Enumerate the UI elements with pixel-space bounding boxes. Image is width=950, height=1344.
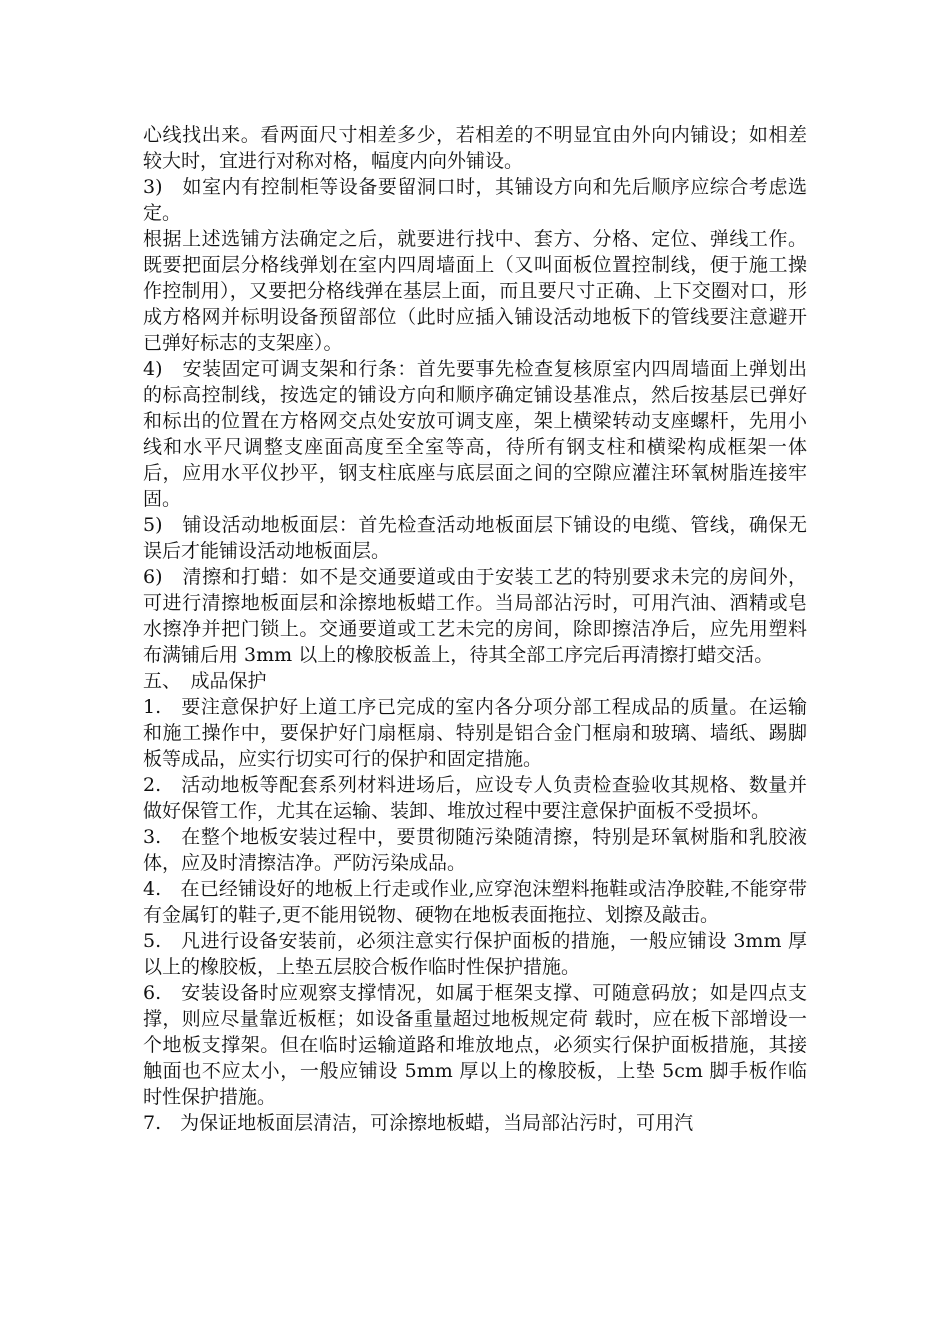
document-body (143, 122, 807, 1136)
paragraph-step-6: 6) 清擦和打蜡：如不是交通要道或由于安装工艺的特别要求未完的房间外，可进行清擦地板面层和涂擦地板蜡工作。当局部沾污时，可用汽油、酒精或皂水擦净并把门锁上。交通要道或工艺未完的房间，除即擦洁净后，应先用塑料布满铺后用 3mm 以上的橡胶板盖上，待其全部工序完后再清擦打蜡交活。 (143, 566, 807, 666)
paragraph-protection-2: 2. 活动地板等配套系列材料进场后，应设专人负责检查验收其规格、数量并做好保管工作，尤其在运输、装卸、堆放过程中要注意保护面板不受损坏。 (143, 774, 807, 822)
paragraph-step-3: 3) 如室内有控制柜等设备要留洞口时，其铺设方向和先后顺序应综合考虑选定。 (143, 176, 807, 224)
paragraph-continuation: 心线找出来。看两面尺寸相差多少，若相差的不明显宜由外向内铺设；如相差较大时，宜进行对称对格，幅度内向外铺设。 (143, 124, 807, 172)
section-heading-product-protection: 五、 成品保护 (143, 670, 267, 692)
paragraph-step-5: 5) 铺设活动地板面层：首先检查活动地板面层下铺设的电缆、管线，确保无误后才能铺设活动地板面层。 (143, 514, 807, 562)
paragraph-protection-6: 6. 安装设备时应观察支撑情况，如属于框架支撑、可随意码放；如是四点支撑，则应尽量靠近板框；如设备重量超过地板规定荷 载时，应在板下部增设一个地板支撑架。但在临时运输道路和堆放地点，必须实行保护面板措施，其接触面也不应太小，一般应铺设 5mm 厚以上的橡胶板，上垫 5cm 脚手板作临时性保护措施。 (143, 982, 807, 1108)
paragraph-protection-7: 7. 为保证地板面层清洁，可涂擦地板蜡，当局部沾污时，可用汽 (143, 1112, 694, 1134)
paragraph-protection-1: 1. 要注意保护好上道工序已完成的室内各分项分部工程成品的质量。在运输和施工操作中，要保护好门扇框扇、特别是铝合金门框扇和玻璃、墙纸、踢脚板等成品，应实行切实可行的保护和固定措施。 (143, 696, 807, 770)
paragraph-protection-4: 4. 在已经铺设好的地板上行走或作业,应穿泡沫塑料拖鞋或洁净胶鞋,不能穿带有金属钉的鞋子,更不能用锐物、硬物在地板表面拖拉、划擦及敲击。 (143, 878, 807, 926)
paragraph-protection-3: 3. 在整个地板安装过程中，要贯彻随污染随清擦，特别是环氧树脂和乳胶液体，应及时清擦洁净。严防污染成品。 (143, 826, 807, 874)
paragraph-step-4: 4) 安装固定可调支架和行条：首先要事先检查复核原室内四周墙面上弹划出的标高控制线，按选定的铺设方向和顺序确定铺设基准点，然后按基层已弹好和标出的位置在方格网交点处安放可调支座，架上横梁转动支座螺杆，先用小线和水平尺调整支座面高度至全室等高，待所有钢支柱和横梁构成框架一体后，应用水平仪抄平，钢支柱底座与底层面之间的空隙应灌注环氧树脂连接牢固。 (143, 358, 807, 510)
paragraph-layout-method: 根据上述选铺方法确定之后，就要进行找中、套方、分格、定位、弹线工作。既要把面层分格线弹划在室内四周墙面上（又叫面板位置控制线，便于施工操作控制用），又要把分格线弹在基层上面，而且要尺寸正确、上下交圈对口，形成方格网并标明设备预留部位（此时应插入铺设活动地板下的管线要注意避开已弹好标志的支架座）。 (143, 228, 807, 354)
paragraph-protection-5: 5. 凡进行设备安装前，必须注意实行保护面板的措施，一般应铺设 3mm 厚以上的橡胶板，上垫五层胶合板作临时性保护措施。 (143, 930, 807, 978)
